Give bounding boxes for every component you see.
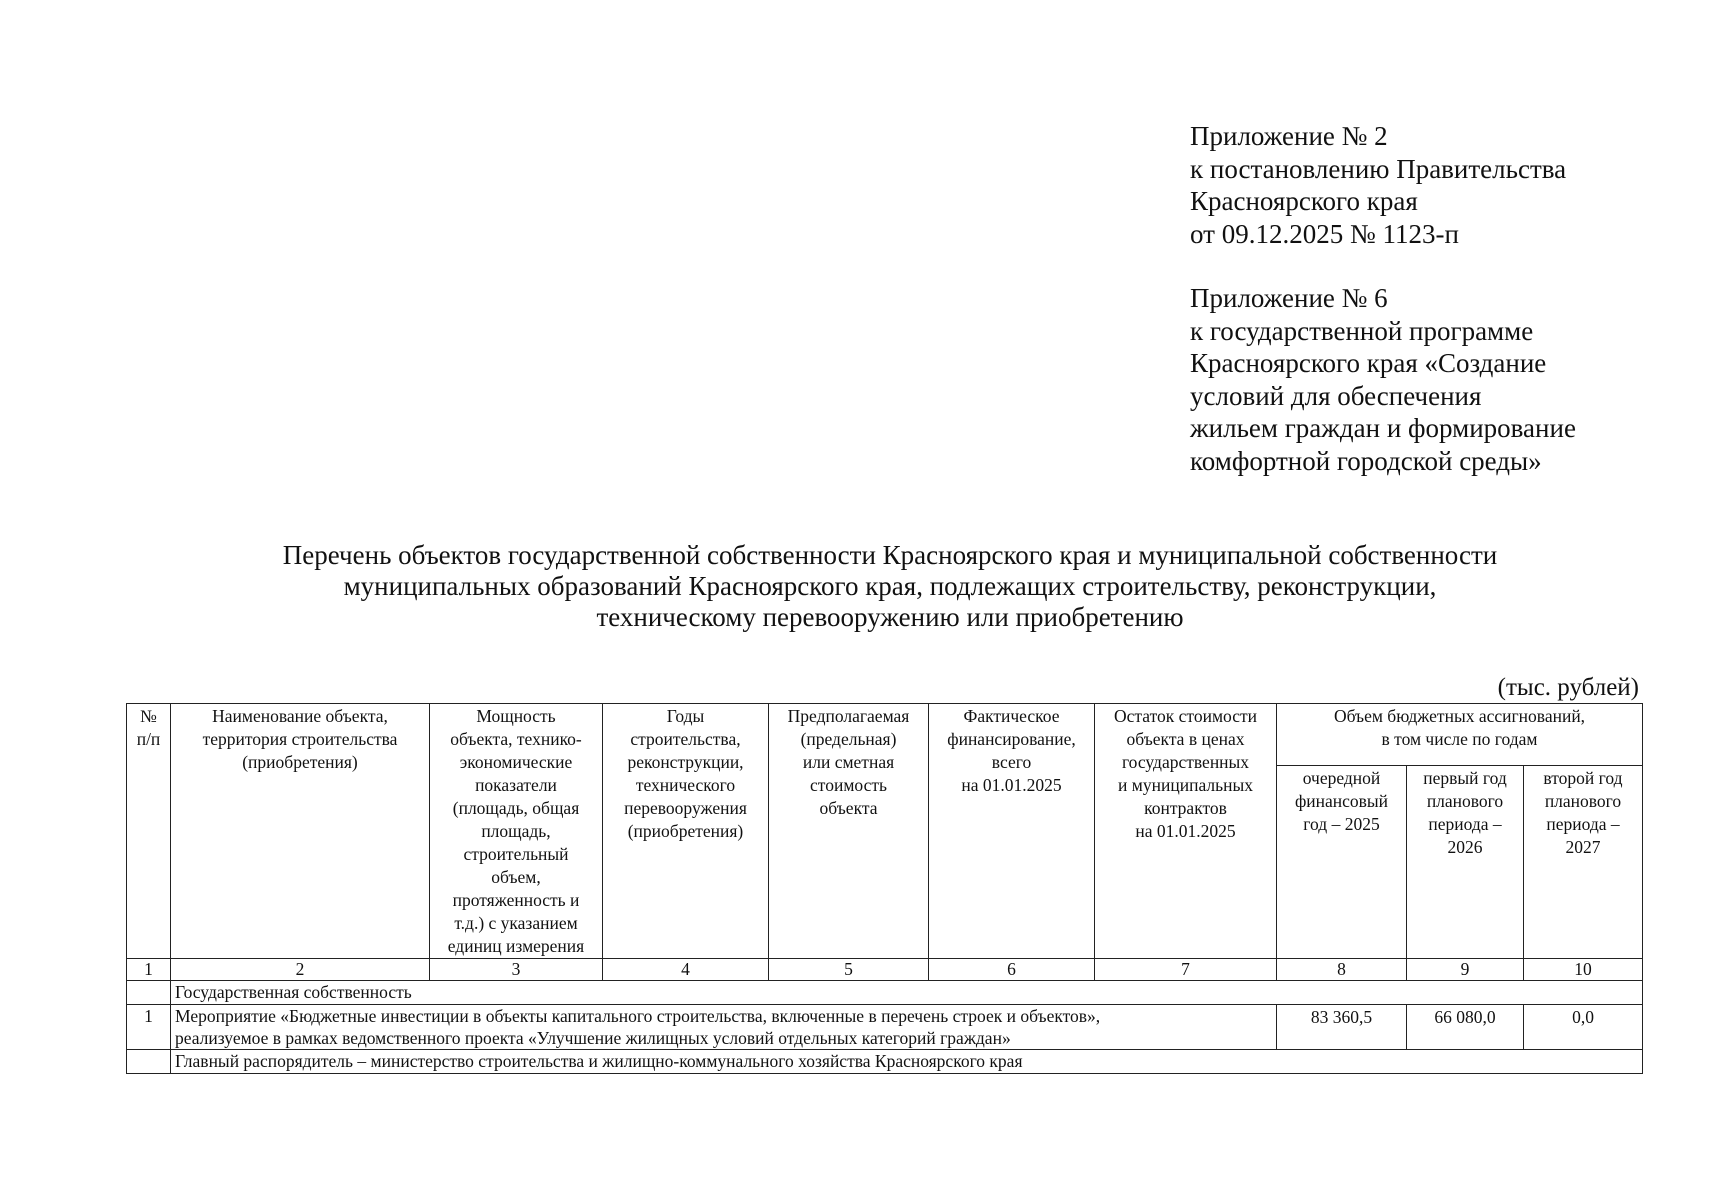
header-remaining [1095,704,1277,959]
appendix-current-line: от 09.12.2025 № 1123-п [1190,218,1459,249]
column-numbers-row [127,959,1643,981]
header-name-line: (приобретения) [242,752,358,772]
event-value-2026: 66 080,0 [1407,1005,1524,1050]
column-number: 1 [127,959,171,981]
header-actual-line: всего [991,752,1032,772]
header-year-line: финансовый [1294,791,1389,811]
header-actual [929,704,1095,959]
header-year-line: 2027 [1565,837,1601,857]
header-year-line: периода – [1428,814,1502,834]
header-cost-line: (предельная) [800,729,897,749]
header-remaining-line: и муниципальных [1118,775,1253,795]
header-remaining-line: объекта в ценах [1126,729,1245,749]
header-year-line: планового [1426,791,1504,811]
title-line: Перечень объектов государственной собственности Красноярского края и муниципальной собственности [282,540,1498,570]
header-capacity-line: единиц измерения [447,936,585,956]
header-cost [769,704,929,959]
event-text-line: реализуемое в рамках ведомственного проекта «Улучшение жилищных условий отдельных категорий граждан» [175,1028,1011,1048]
header-capacity-line: строительный [463,844,569,864]
event-num: 1 [127,1005,171,1050]
header-remaining-line: контрактов [1144,798,1227,818]
column-number: 2 [171,959,430,981]
header-years-line: Годы [666,706,705,726]
event-value-2025: 83 360,5 [1277,1005,1407,1050]
header-budget-group [1277,704,1643,766]
header-years-line: технического [635,775,736,795]
header-capacity-line: площадь, [481,821,551,841]
appendix-original-block [1190,282,1670,477]
header-num [127,704,171,959]
header-actual-line: Фактическое [963,706,1060,726]
units-note: (тыс. рублей) [1497,674,1639,701]
event-description [171,1005,1277,1050]
header-years-line: (приобретения) [627,821,744,841]
section-title: Государственная собственность [171,981,1643,1005]
header-row [127,704,1643,766]
header-name [171,704,430,959]
column-number: 8 [1277,959,1407,981]
header-cost-line: или сметная [802,752,895,772]
event-text-line: Мероприятие «Бюджетные инвестиции в объекты капитального строительства, включенные в перечень строек и объектов», [175,1006,1101,1026]
manager-num-cell [127,1050,171,1074]
header-year-line: планового [1544,791,1622,811]
column-number: 5 [769,959,929,981]
section-num-cell [127,981,171,1005]
appendix-original-line: Приложение № 6 [1190,283,1388,313]
header-year-line: год – 2025 [1303,814,1380,834]
header-capacity-line: объекта, технико- [450,729,582,749]
header-capacity-line: (площадь, общая [452,798,580,818]
column-number: 7 [1095,959,1277,981]
header-years-line: перевооружения [624,798,747,818]
manager-row [127,1050,1643,1074]
header-num-line: п/п [136,729,161,749]
header-year-line: очередной [1302,768,1381,788]
header-remaining-line: на 01.01.2025 [1135,821,1236,841]
appendix-current-line: Красноярского края [1190,186,1418,216]
appendix-current-block [1190,120,1670,250]
appendix-current-line: к постановлению Правительства [1190,153,1567,184]
header-years [603,704,769,959]
header-year-line: первый год [1423,768,1507,788]
column-number: 3 [430,959,603,981]
header-years-line: реконструкции, [627,752,744,772]
column-number: 9 [1407,959,1524,981]
header-cost-line: Предполагаемая [787,706,910,726]
header-remaining-line: государственных [1121,752,1250,772]
header-budget-line: в том числе по годам [1381,729,1538,749]
header-capacity-line: протяженность и [452,890,580,910]
column-number: 6 [929,959,1095,981]
section-row [127,981,1643,1005]
header-capacity-line: т.д.) с указанием [454,913,578,933]
header-remaining-line: Остаток стоимости [1114,706,1257,726]
header-capacity-line: Мощность [476,706,556,726]
header-actual-line: на 01.01.2025 [961,775,1062,795]
title-line: муниципальных образований Красноярского края, подлежащих строительству, реконструкции, [343,571,1437,601]
column-number: 10 [1524,959,1643,981]
event-row [127,1005,1643,1050]
appendix-original-line: Красноярского края «Создание [1190,348,1547,378]
header-year-line: второй год [1543,768,1623,788]
header-cost-line: стоимость [810,775,887,795]
appendix-original-line: комфортной городской среды» [1190,445,1542,476]
document-title [120,540,1660,633]
header-years-line: строительства, [630,729,741,749]
column-number: 4 [603,959,769,981]
header-budget-line: Объем бюджетных ассигнований, [1333,706,1586,726]
appendix-original-line: условий для обеспечения [1190,380,1482,411]
header-capacity-line: экономические [459,752,573,772]
header-year-line: 2026 [1447,837,1483,857]
event-value-2027: 0,0 [1524,1005,1643,1050]
header-year-2026 [1407,766,1524,959]
header-year-2027 [1524,766,1643,959]
header-year-line: периода – [1546,814,1620,834]
header-capacity-line: показатели [475,775,557,795]
header-capacity [430,704,603,959]
header-num-line: № [140,706,157,726]
header-name-line: Наименование объекта, [212,706,388,726]
header-actual-line: финансирование, [947,729,1076,749]
appendix-original-line: к государственной программе [1190,315,1534,346]
header-year-2025 [1277,766,1407,959]
header-cost-line: объекта [819,798,878,818]
header-name-line: территория строительства [202,729,398,749]
appendix-original-line: жильем граждан и формирование [1190,413,1576,443]
header-capacity-line: объем, [491,867,541,887]
title-line: техническому перевооружению или приобретению [596,602,1184,632]
manager-text: Главный распорядитель – министерство строительства и жилищно-коммунального хозяйства Красноярского края [171,1050,1643,1074]
objects-table [126,703,1643,1074]
appendix-current-line: Приложение № 2 [1190,121,1388,151]
